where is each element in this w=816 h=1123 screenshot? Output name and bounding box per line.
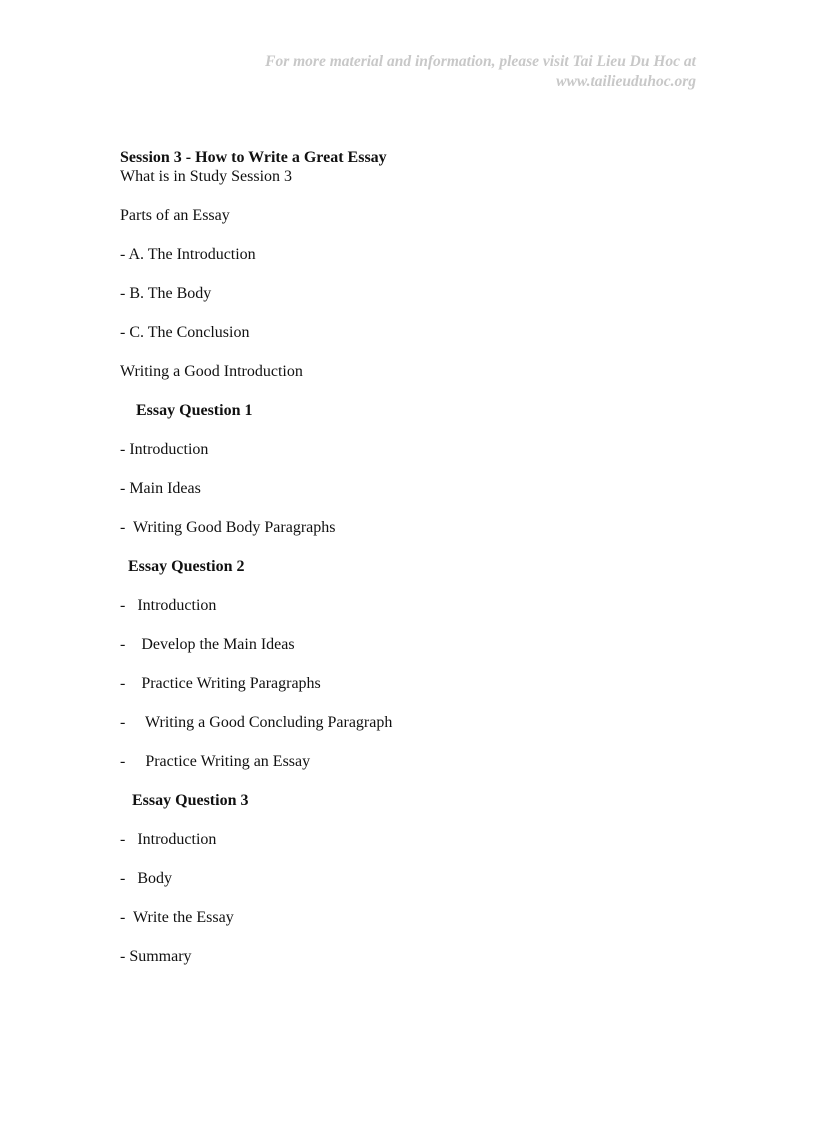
list-item: - Introduction <box>120 441 209 458</box>
document-body <box>120 148 720 966</box>
list-item: Parts of an Essay <box>120 207 230 224</box>
list-item: - Summary <box>120 948 192 965</box>
list-item: - Write the Essay <box>120 909 234 926</box>
outline-list <box>120 206 720 966</box>
list-item: - A. The Introduction <box>120 246 256 263</box>
section-heading: Essay Question 1 <box>120 402 253 419</box>
watermark-line-1: For more material and information, please visit Tai Lieu Du Hoc at <box>265 53 696 70</box>
list-item: Writing a Good Introduction <box>120 363 303 380</box>
list-item: - Body <box>120 870 172 887</box>
list-item: - Writing a Good Concluding Paragraph <box>120 714 393 731</box>
list-item: - Introduction <box>120 831 217 848</box>
page-subtitle: What is in Study Session 3 <box>120 168 293 185</box>
list-item: - Practice Writing an Essay <box>120 753 311 770</box>
list-item: - Develop the Main Ideas <box>120 636 295 653</box>
list-item: - Practice Writing Paragraphs <box>120 675 321 692</box>
list-item: - Writing Good Body Paragraphs <box>120 519 336 536</box>
list-item: - C. The Conclusion <box>120 324 250 341</box>
list-item: - Main Ideas <box>120 480 201 497</box>
list-item: - Introduction <box>120 597 217 614</box>
list-item: - B. The Body <box>120 285 212 302</box>
watermark <box>265 52 696 92</box>
page-title: Session 3 - How to Write a Great Essay <box>120 149 387 166</box>
watermark-line-2: www.tailieuduhoc.org <box>556 73 696 90</box>
section-heading: Essay Question 3 <box>120 792 249 809</box>
section-heading: Essay Question 2 <box>120 558 245 575</box>
